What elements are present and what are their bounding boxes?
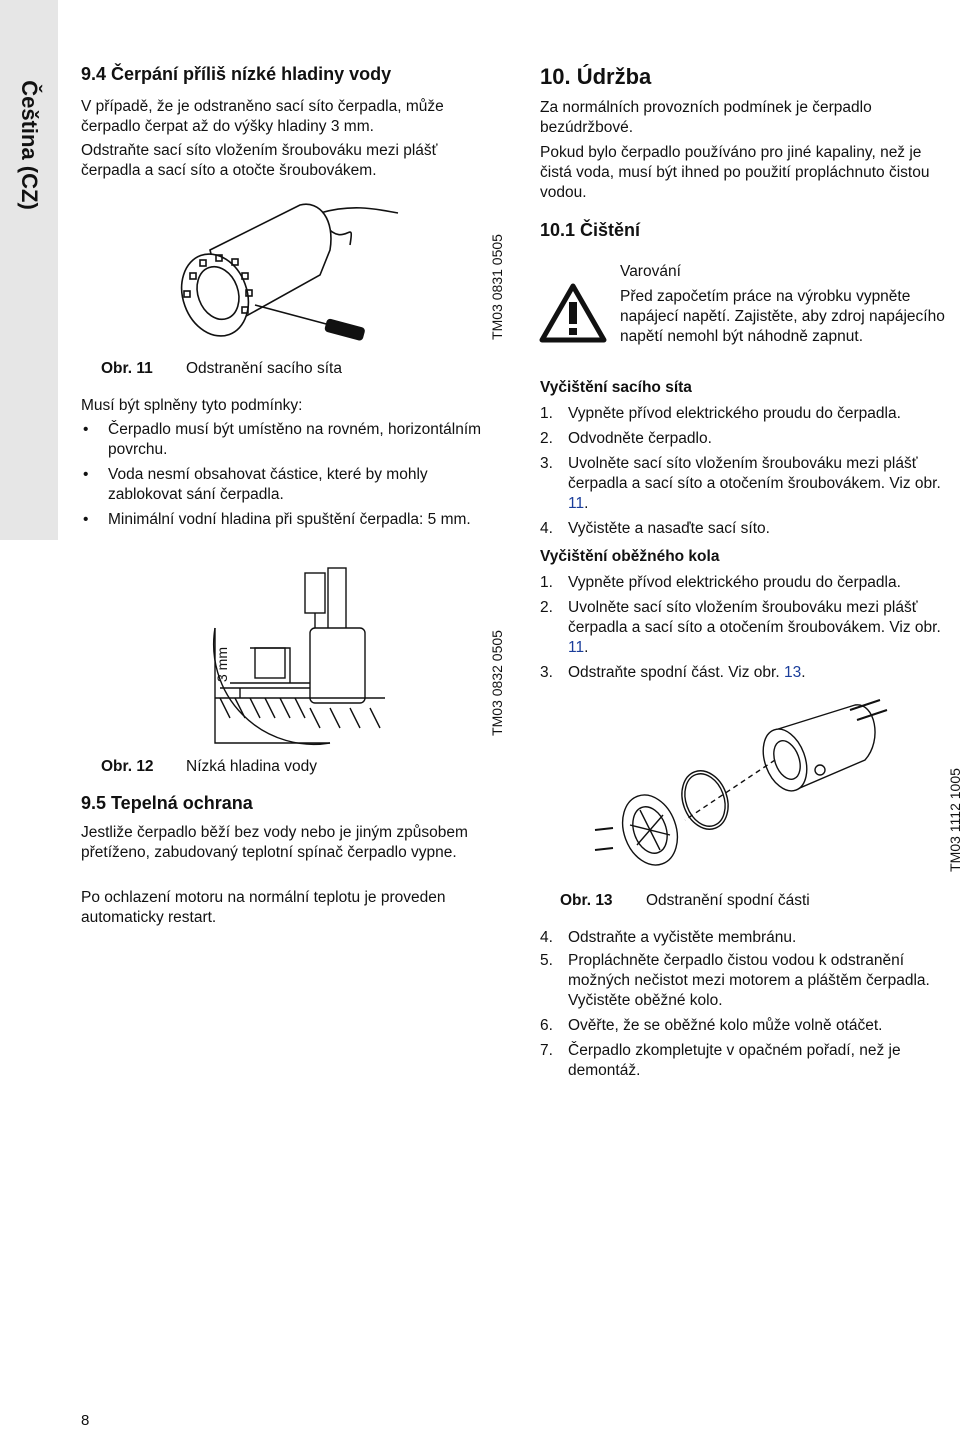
section-10-paragraph-2: Pokud bylo čerpadlo používáno pro jiné kapaliny, než je čistá voda, musí být ihned po použití propláchnuto čistou vodou. xyxy=(540,144,930,201)
list-item xyxy=(540,951,960,1011)
figure-reference-link[interactable]: 11 xyxy=(568,639,585,656)
condition-text: Voda nesmí obsahovat částice, které by mohly zablokovat sání čerpadla. xyxy=(108,466,428,503)
step-number: 1. xyxy=(540,405,553,422)
figure-12-label: Obr. 12 xyxy=(101,758,154,775)
condition-text: Čerpadlo musí být umístěno na rovném, horizontálním povrchu. xyxy=(108,421,482,458)
step-number: 2. xyxy=(540,430,553,447)
figure-12-code: TM03 0832 0505 xyxy=(489,630,505,736)
step-text: Uvolněte sací síto vložením šroubováku mezi plášť čerpadla a sací síto a otočením šroubovákem. Viz obr. xyxy=(568,455,941,492)
bullet-icon: • xyxy=(83,466,89,483)
step-text: Vyčistěte a nasaďte sací síto. xyxy=(568,520,770,537)
list-item xyxy=(540,573,958,593)
figure-12-caption: Nízká hladina vody xyxy=(186,758,317,775)
step-text: Vypněte přívod elektrického proudu do čerpadla. xyxy=(568,574,901,591)
dimension-text: 3 mm xyxy=(214,647,230,682)
impeller-cleaning-title: Vyčištění oběžného kola xyxy=(540,548,720,565)
list-item xyxy=(540,1016,958,1036)
list-item xyxy=(540,663,958,683)
section-9-5-paragraph-2: Po ochlazení motoru na normální teplotu je proveden automaticky restart. xyxy=(81,889,446,926)
condition-text: Minimální vodní hladina při spuštění čerpadla: 5 mm. xyxy=(108,511,471,528)
language-side-tab xyxy=(0,0,58,540)
section-9-5-paragraph-1: Jestliže čerpadlo běží bez vody nebo je jiným způsobem přetíženo, zabudovaný teplotní spínač čerpadlo vypne. xyxy=(81,824,468,861)
list-item xyxy=(540,598,948,658)
section-9-4-paragraph-2: Odstraňte sací síto vložením šroubováku mezi plášť čerpadla a sací síto a otočte šroubovákem. xyxy=(81,142,438,179)
section-10-paragraph-1: Za normálních provozních podmínek je čerpadlo bezúdržbové. xyxy=(540,99,872,136)
list-item xyxy=(540,1041,960,1081)
conditions-intro: Musí být splněny tyto podmínky: xyxy=(81,397,303,414)
condition-item xyxy=(83,465,488,505)
step-text: Uvolněte sací síto vložením šroubováku mezi plášť čerpadla a sací síto a otočením šroubovákem. Viz obr. xyxy=(568,599,941,636)
figure-11-code: TM03 0831 0505 xyxy=(489,234,505,340)
step-number: 4. xyxy=(540,929,553,946)
figure-11-caption: Odstranění sacího síta xyxy=(186,360,342,377)
figure-13-caption: Odstranění spodní části xyxy=(646,892,810,909)
section-9-4-paragraph-1: V případě, že je odstraněno sací síto čerpadla, může čerpadlo čerpat až do výšky hladiny 3 mm. xyxy=(81,98,444,135)
condition-item xyxy=(83,510,488,530)
step-number: 2. xyxy=(540,599,553,616)
figure-13-code: TM03 1112 1005 xyxy=(947,768,963,872)
step-number: 6. xyxy=(540,1017,553,1034)
page-number: 8 xyxy=(81,1412,90,1429)
step-number: 5. xyxy=(540,952,553,969)
step-text: Odvodněte čerpadlo. xyxy=(568,430,712,447)
step-text: Vypněte přívod elektrického proudu do čerpadla. xyxy=(568,405,901,422)
section-9-5-title: 9.5 Tepelná ochrana xyxy=(81,793,253,813)
figure-12-low-water-illustration xyxy=(210,568,390,748)
condition-item xyxy=(83,420,488,460)
step-end: . xyxy=(801,664,806,681)
list-item xyxy=(540,928,958,948)
figure-reference-link[interactable]: 11 xyxy=(568,495,585,512)
section-10-title: 10. Údržba xyxy=(540,64,652,89)
list-item xyxy=(540,429,958,449)
step-number: 3. xyxy=(540,455,553,472)
warning-title: Varování xyxy=(620,263,681,280)
warning-text: Před započetím práce na výrobku vypněte napájecí napětí. Zajistěte, aby zdroj napájecího napětí nemohl být náhodně zapnut. xyxy=(620,288,945,345)
step-number: 7. xyxy=(540,1042,553,1059)
list-item xyxy=(540,454,948,514)
figure-11-pump-strainer-illustration xyxy=(170,195,400,355)
figure-reference-link[interactable]: 13 xyxy=(783,664,802,681)
figure-13-exploded-pump-illustration xyxy=(595,700,895,880)
language-label: Čeština (CZ) xyxy=(17,80,42,210)
warning-triangle-icon xyxy=(538,282,608,344)
step-text: Ověřte, že se oběžné kolo může volně otáčet. xyxy=(568,1017,883,1034)
section-9-4-title: 9.4 Čerpání příliš nízké hladiny vody xyxy=(81,64,392,84)
step-text: Propláchněte čerpadlo čistou vodou k odstranění možných nečistot mezi motorem a pláštěm čerpadla. Vyčistěte oběžné kolo. xyxy=(568,952,930,1009)
section-10-1-title: 10.1 Čištění xyxy=(540,220,641,240)
figure-13-label: Obr. 13 xyxy=(560,892,613,909)
bullet-icon: • xyxy=(83,511,89,528)
step-end: . xyxy=(584,639,589,656)
list-item xyxy=(540,519,958,539)
list-item xyxy=(540,404,958,424)
step-number: 3. xyxy=(540,664,553,681)
step-text: Odstraňte a vyčistěte membránu. xyxy=(568,929,797,946)
step-text: Odstraňte spodní část. Viz obr. xyxy=(568,664,784,681)
strainer-cleaning-title: Vyčištění sacího síta xyxy=(540,379,692,396)
bullet-icon: • xyxy=(83,421,89,438)
step-number: 4. xyxy=(540,520,553,537)
step-end: . xyxy=(584,495,589,512)
step-number: 1. xyxy=(540,574,553,591)
step-text: Čerpadlo zkompletujte v opačném pořadí, než je demontáž. xyxy=(568,1042,901,1079)
figure-11-label: Obr. 11 xyxy=(101,360,153,377)
